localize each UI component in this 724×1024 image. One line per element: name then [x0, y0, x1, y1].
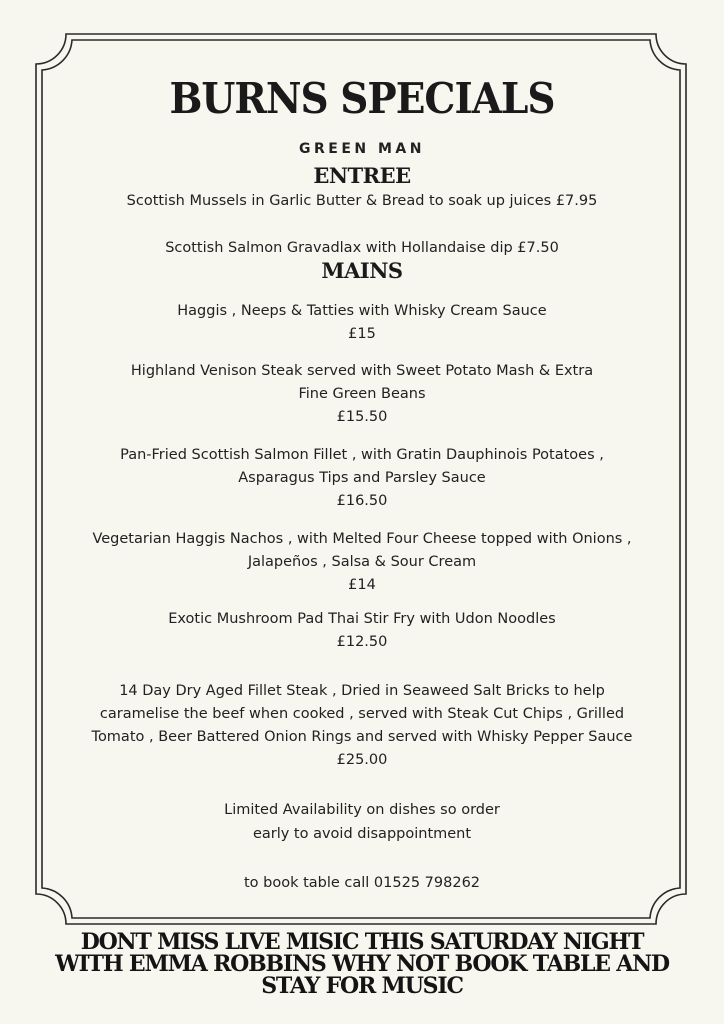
item-description-line: Jalapeños , Salsa & Sour Cream: [247, 554, 477, 570]
item-description-line: caramelise the beef when cooked , served with Steak Cut Chips , Grilled: [99, 706, 625, 722]
footer-line: STAY FOR MUSIC: [261, 973, 463, 999]
notice-line: early to avoid disappointment: [252, 826, 472, 842]
item-description-line: Tomato , Beer Battered Onion Rings and served with Whisky Pepper Sauce: [91, 729, 633, 745]
footer-line: DONT MISS LIVE MISIC THIS SATURDAY NIGHT: [80, 929, 644, 955]
mains-heading: MAINS: [321, 258, 403, 283]
item-price: £15: [348, 326, 376, 342]
mains-item-nachos: [0, 528, 724, 597]
item-description-line: Pan-Fried Scottish Salmon Fillet , with Gratin Dauphinois Potatoes ,: [120, 447, 604, 463]
mains-item-haggis: [0, 300, 724, 346]
notice-line: Limited Availability on dishes so order: [224, 802, 500, 818]
mains-item-venison: [0, 360, 724, 429]
footer-line: WITH EMMA ROBBINS WHY NOT BOOK TABLE AND: [55, 951, 669, 977]
mains-item-salmon: [0, 444, 724, 513]
entree-item-mussels: Scottish Mussels in Garlic Butter & Bread to soak up juices £7.95: [126, 193, 598, 209]
item-description-line: Exotic Mushroom Pad Thai Stir Fry with Udon Noodles: [168, 611, 556, 627]
item-description-line: Vegetarian Haggis Nachos , with Melted Four Cheese topped with Onions ,: [92, 531, 632, 547]
item-description-line: Haggis , Neeps & Tatties with Whisky Cream Sauce: [177, 303, 547, 319]
venue-name: GREEN MAN: [299, 141, 425, 157]
footer-banner: [0, 931, 724, 997]
mains-item-fillet-steak: [0, 680, 724, 772]
page-title: BURNS SPECIALS: [169, 74, 555, 124]
item-description-line: Highland Venison Steak served with Sweet Potato Mash & Extra: [130, 363, 594, 379]
availability-notice: [0, 798, 724, 846]
booking-phone-text: to book table call 01525 798262: [243, 875, 481, 891]
item-price: £14: [348, 577, 376, 593]
mains-item-pad-thai: [0, 608, 724, 654]
item-price: £16.50: [336, 493, 388, 509]
item-price: £15.50: [336, 409, 388, 425]
item-description-line: 14 Day Dry Aged Fillet Steak , Dried in Seaweed Salt Bricks to help: [119, 683, 605, 699]
item-price: £25.00: [336, 752, 388, 768]
entree-item-gravadlax: Scottish Salmon Gravadlax with Hollandaise dip £7.50: [165, 240, 559, 256]
item-price: £12.50: [336, 634, 388, 650]
entree-heading: ENTREE: [313, 163, 411, 188]
item-description-line: Asparagus Tips and Parsley Sauce: [238, 470, 486, 486]
item-description-line: Fine Green Beans: [298, 386, 426, 402]
